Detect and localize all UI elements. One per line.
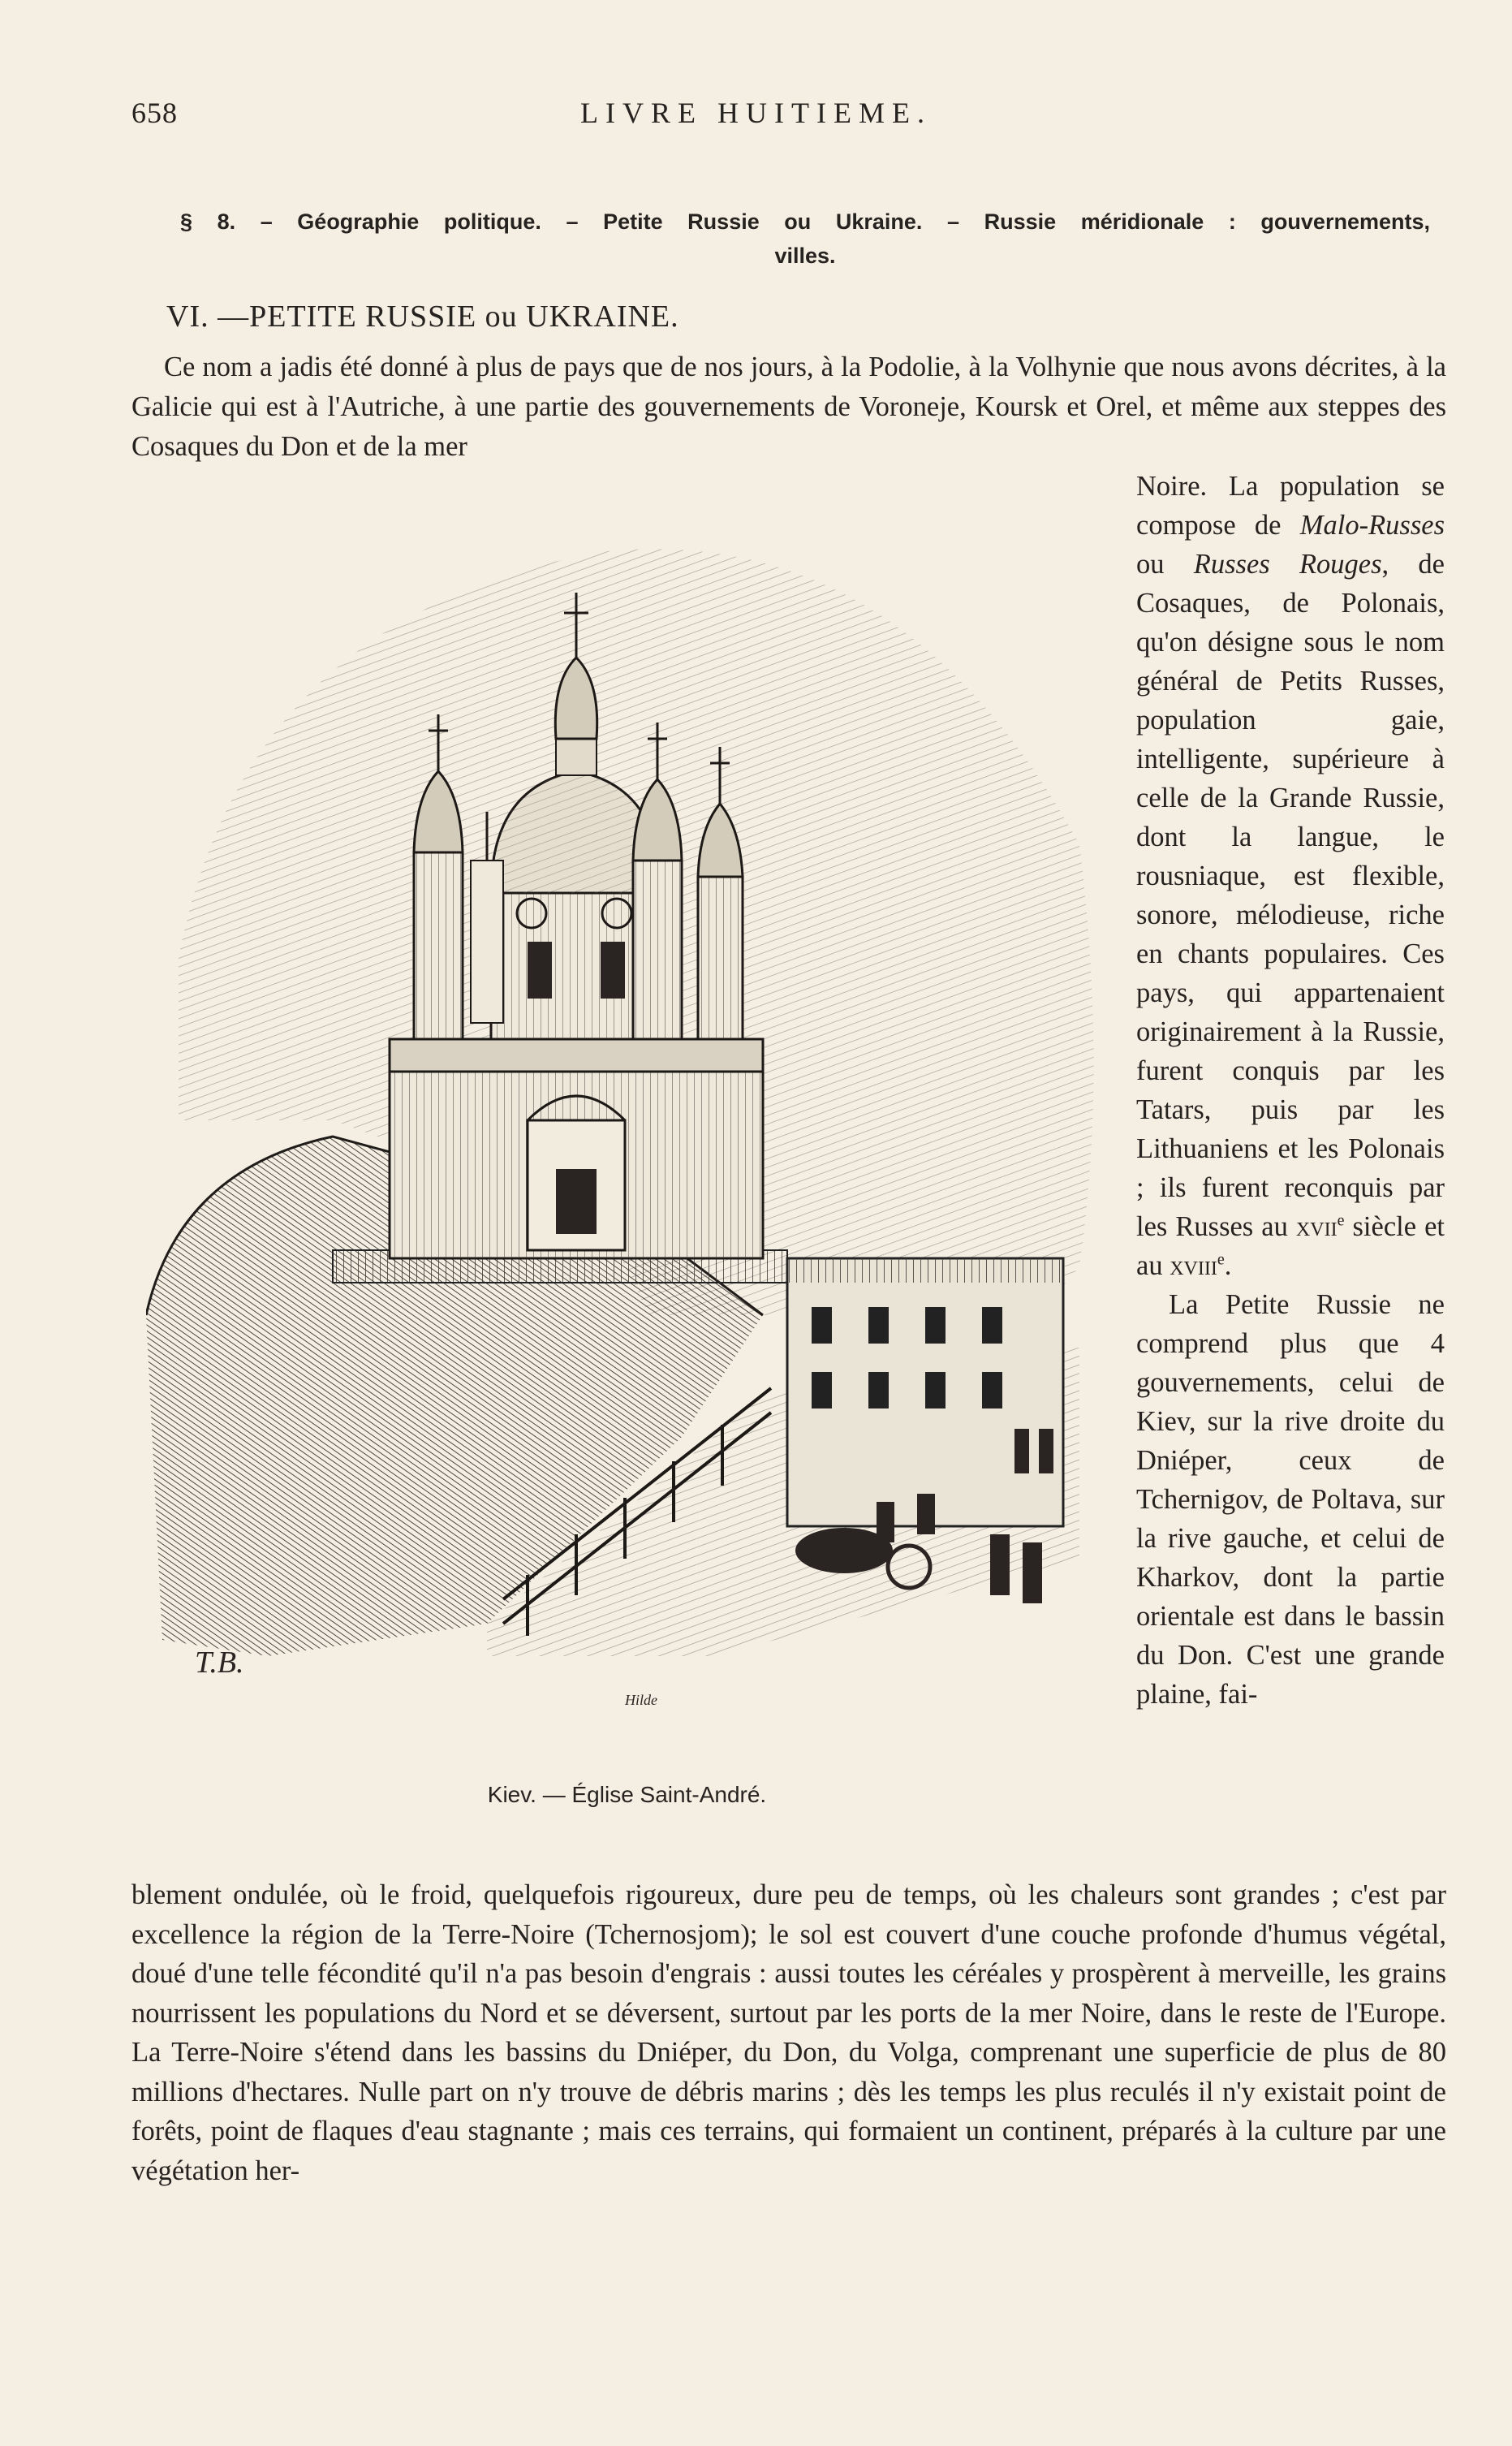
text-run: . <box>1224 1250 1232 1281</box>
text-run: Noire. La population se compose de <box>1136 471 1445 541</box>
superscript: e <box>1217 1250 1225 1269</box>
chapter-heading: VI. —PETITE RUSSIE ou UKRAINE. <box>166 300 679 334</box>
text-run: siècle et au <box>1136 1211 1445 1281</box>
section-title <box>180 205 1430 273</box>
superscript: e <box>1337 1211 1345 1230</box>
engraver-signature: Hilde <box>625 1692 657 1708</box>
paragraph-governments: La Petite Russie ne comprend plus que 4 gouvernements, celui de Kiev, sur la rive droite du Dniéper, ceux de Tchernigov, de Poltava, sur la rive gauche, et celui de Kharkov, dont la partie orientale est dans le bassin du Don. C'est une grande plaine, fai- <box>1136 1289 1445 1710</box>
paragraph-intro: Ce nom a jadis été donné à plus de pays que de nos jours, à la Podolie, à la Volhynie que nous avons décrites, à la Galicie qui est à l'Autriche, à une partie des gouvernements de Voroneje, Koursk et Orel, et même aux steppes des Cosaques du Don et de la mer <box>131 352 1446 462</box>
section-title-line1: § 8. – Géographie politique. – Petite Russie ou Ukraine. – Russie méridionale : gouvernements, <box>180 209 1430 234</box>
figure-caption: Kiev. — Église Saint-André. <box>487 1782 767 1807</box>
italic-term: Russes Rouges <box>1193 549 1382 580</box>
text-run: , de Cosaques, de Polonais, qu'on désigne sous le nom général de Petits Russes, population gaie, intelligente, supérieure à celle de la Grande Russie, dont la langue, le rousniaque, est flexible, sonore, mélodieuse, riche en chants populaires. Ces pays, qui appartenaient originairement à la Russie, furent conquis par les Tatars, puis par les Lithuaniens et les Polonais ; ils furent reconquis par les Russes au <box>1136 549 1445 1242</box>
italic-term: Malo-Russes <box>1299 510 1445 541</box>
century-numeral: xviii <box>1170 1250 1217 1281</box>
page-number: 658 <box>131 97 178 129</box>
church-engraving <box>146 503 1108 1729</box>
paragraph-terre-noire: blement ondulée, où le froid, quelquefois rigoureux, dure peu de temps, où les chaleurs sont grandes ; c'est par excellence la région de la Terre-Noire (Tchernosjom); le sol est couvert d'une couche profonde d'humus végétal, doué d'une telle fécondité qu'il n'a pas besoin d'engrais : aussi toutes les céréales y prospèrent à merveille, les grains nourrissent les populations du Nord et se déversent, surtout par les ports de la mer Noire, dans le reste de l'Europe. La Terre-Noire s'étend dans les bassins du Dniéper, du Don, du Volga, comprenant une superficie de plus de 80 millions d'hectares. Nulle part on n'y trouve de débris marins ; dès les temps les plus reculés il n'y existait point de forêts, point de flaques d'eau stagnante ; mais ces terrains, qui formaient un continent, préparés à la culture par une végétation her- <box>131 1879 1446 2186</box>
paragraph-population <box>1136 467 1445 1285</box>
text-run: ou <box>1136 549 1194 580</box>
right-column-text <box>1136 467 1445 1714</box>
century-numeral: xvii <box>1295 1211 1338 1242</box>
artist-signature: T.B. <box>195 1646 244 1680</box>
section-title-line2: villes. <box>774 244 836 268</box>
running-head: LIVRE HUITIEME. <box>580 97 932 129</box>
side-building <box>787 1258 1063 1526</box>
